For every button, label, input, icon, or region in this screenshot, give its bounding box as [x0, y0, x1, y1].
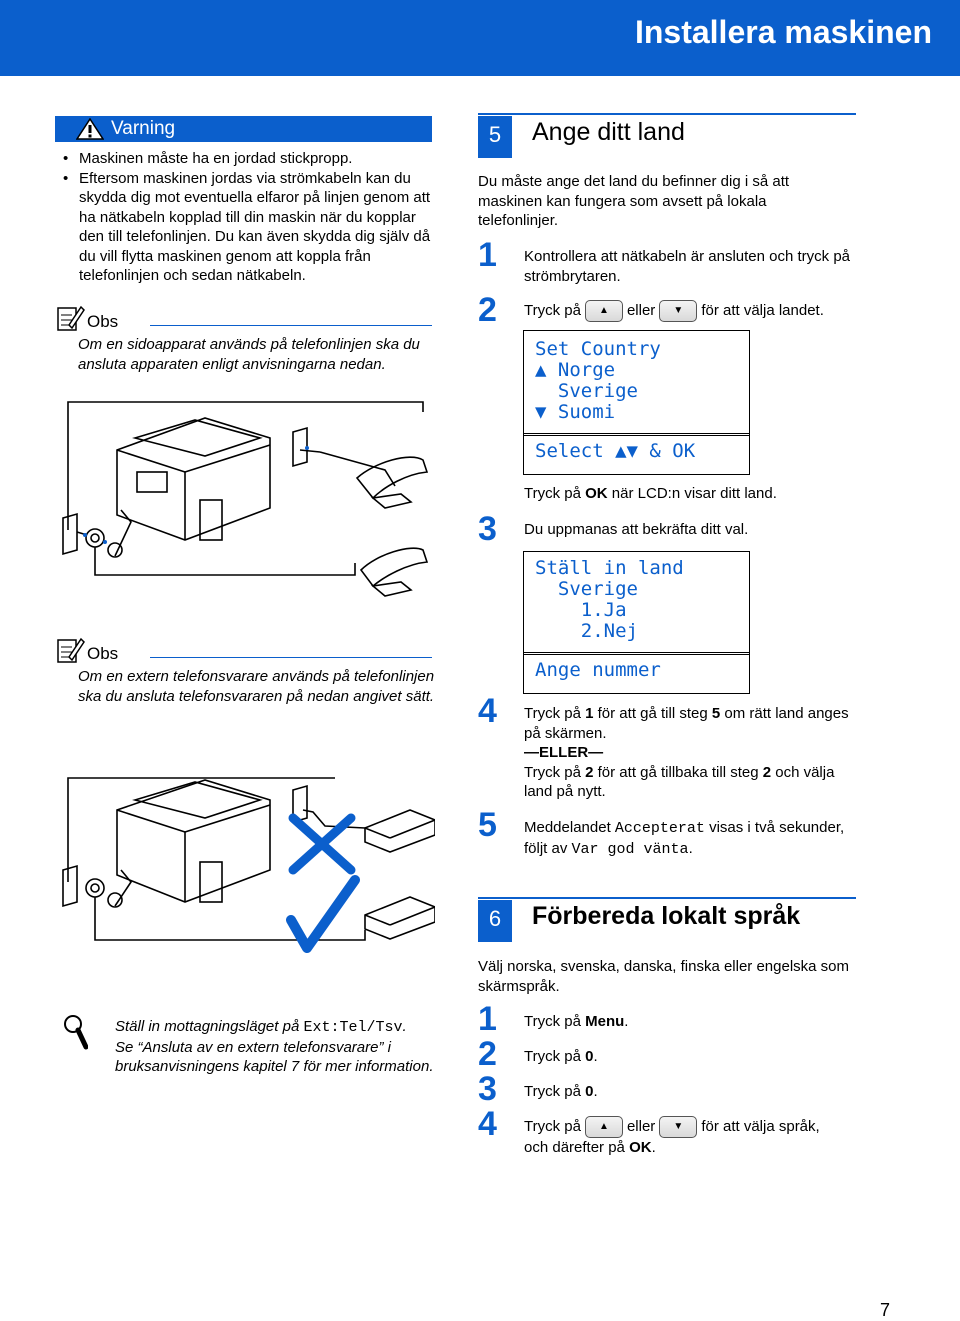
lcd-line: Ställ in land [535, 557, 684, 579]
section-rule [478, 897, 856, 899]
lcd-line: 1.Ja [535, 599, 627, 621]
step-text-part: för att välja landet. [701, 301, 824, 319]
lcd-prompt [523, 652, 750, 694]
section-intro: Du måste ange det land du befinner dig i så att maskinen kan fungera som avsett på lokala telefonlinjer. [478, 173, 790, 229]
step-text-part: för att gå tillbaka till steg [593, 763, 763, 781]
step-text-part: . [624, 1013, 629, 1030]
step-number: 4 [478, 692, 497, 730]
lcd-display [523, 551, 750, 655]
note-label: Obs [87, 644, 119, 663]
step-number: 5 [478, 806, 497, 844]
step-text [524, 300, 884, 322]
step-text [524, 484, 854, 504]
step-text-bold: 5 [711, 705, 721, 722]
step-number: 2 [478, 1035, 497, 1073]
warning-item: • Eftersom maskinen jordas via strömkabeln kan du skydda dig mot eventuella elfaror på linjen genom att ha nätkabeln kopplad till din maskin när du kopplar den till telefonlinjen. Du kan även skydda dig själv då du vill flytta maskinen genom att koppla från telefonlinjen och sedan nätkabeln. [63, 169, 433, 286]
step-text-part: Tryck på [524, 1013, 586, 1030]
step-text [524, 704, 864, 802]
step-text-part: för att gå till steg [593, 705, 712, 722]
step-number: 3 [478, 1070, 497, 1108]
step-text-part: Tryck på [524, 1048, 586, 1065]
step-text [524, 818, 854, 859]
step-text-part: Meddelandet [524, 819, 615, 836]
step-text-part: när LCD:n visar ditt land. [607, 485, 777, 502]
step-text-part: och därefter på [524, 1139, 630, 1156]
lcd-message: Var god vänta [571, 840, 689, 858]
magnifier-icon [62, 1013, 88, 1051]
ok-key-label: OK [629, 1139, 652, 1156]
section-title: Förbereda lokalt språk [532, 902, 801, 930]
connection-diagram-extension-phone [55, 390, 435, 600]
step-text-part: Tryck på [524, 763, 586, 781]
step-text-part: Tryck på [524, 705, 586, 722]
section-number-badge: 6 [478, 900, 512, 942]
tip-suffix: . [402, 1018, 407, 1035]
step-number: 1 [478, 1000, 497, 1038]
note-pencil-icon [55, 635, 85, 665]
step-text [524, 1116, 884, 1158]
page-title: Installera maskinen [634, 14, 932, 50]
step-text-part: Tryck på [524, 1083, 586, 1100]
tip-reference: Se “Ansluta av en extern telefonsvarare” i bruksanvisningens kapitel 7 för mer information. [115, 1038, 434, 1075]
key-label: 0 [585, 1048, 594, 1065]
warning-list [63, 149, 433, 286]
up-arrow-key[interactable]: ▲ [585, 1116, 623, 1138]
step-number: 2 [478, 291, 497, 329]
section-intro: Välj norska, svenska, danska, finska eller engelska som skärmspråk. [478, 958, 850, 995]
tip-prefix: Ställ in mottagningsläget på [115, 1018, 304, 1035]
lcd-prompt [523, 433, 750, 475]
section-number-badge: 5 [478, 116, 512, 158]
note-pencil-icon [55, 303, 85, 333]
step-text-part: om rätt land anges på skärmen. [524, 705, 849, 742]
step-text-part: . [688, 839, 693, 857]
warning-header [55, 116, 432, 142]
lcd-line: Select ▲▼ & OK [535, 440, 696, 462]
step-text-part: för att välja språk, [701, 1117, 820, 1135]
step-text-part: . [651, 1139, 656, 1156]
lcd-line: Ange nummer [535, 659, 661, 681]
step-text-part: eller [626, 301, 656, 319]
step-text-part: eller [626, 1117, 656, 1135]
step-text [524, 1047, 598, 1067]
step-text-part: Tryck på [524, 485, 586, 502]
note-text: Om en sidoapparat används på telefonlinjen ska du ansluta apparaten enligt anvisningarna nedan. [78, 336, 420, 373]
menu-key-label: Menu [585, 1013, 625, 1030]
warning-title: Varning [111, 118, 176, 139]
tip-text [115, 1017, 435, 1077]
step-text-part: . [593, 1048, 598, 1065]
correct-mark-icon [291, 880, 355, 948]
note-text: Om en extern telefonsvarare används på telefonlinjen ska du ansluta telefonsvararen på nedan angivet sätt. [78, 668, 435, 705]
note-divider [150, 657, 432, 658]
warning-item: • Maskinen måste ha en jordad stickpropp. [63, 149, 433, 169]
section-rule [478, 113, 856, 115]
step-text-part: visas i två sekunder, följt av [524, 819, 845, 857]
note-divider [150, 325, 432, 326]
lcd-line: 2.Nej [535, 620, 638, 642]
key-label: 0 [585, 1083, 594, 1100]
note-label: Obs [87, 312, 119, 331]
step-number: 3 [478, 510, 497, 548]
down-arrow-key[interactable]: ▼ [659, 300, 697, 322]
step-text-part: Tryck på [524, 301, 581, 319]
step-text-bold: 2 [762, 763, 772, 781]
step-text: Du uppmanas att bekräfta ditt val. [524, 521, 749, 538]
step-text-bold: 2 [585, 763, 594, 781]
step-text-part: Tryck på [524, 1117, 581, 1135]
lcd-line: ▲ Norge [535, 359, 616, 381]
or-separator: —ELLER— [524, 744, 604, 761]
step-text-part: och välja land på nytt. [524, 763, 835, 800]
step-number: 4 [478, 1105, 497, 1143]
step-text [524, 1012, 628, 1032]
section-title: Ange ditt land [532, 118, 685, 146]
tip-mode: Ext:Tel/Tsv [303, 1019, 403, 1036]
lcd-line: Sverige [535, 578, 638, 600]
step-text [524, 1082, 598, 1102]
connection-diagram-answering-machine [55, 770, 435, 970]
lcd-display [523, 330, 750, 436]
step-text: Kontrollera att nätkabeln är ansluten och tryck på strömbrytaren. [524, 248, 851, 285]
step-number: 1 [478, 236, 497, 274]
step-text-bold: 1 [585, 705, 594, 722]
lcd-message: Accepterat [614, 820, 705, 837]
up-arrow-key[interactable]: ▲ [585, 300, 623, 322]
lcd-line: Set Country [535, 338, 661, 360]
ok-key-label: OK [585, 485, 608, 502]
step-text-part: . [593, 1083, 598, 1100]
page-number: 7 [880, 1300, 891, 1320]
down-arrow-key[interactable]: ▼ [659, 1116, 697, 1138]
lcd-line: Sverige [535, 380, 638, 402]
lcd-line: ▼ Suomi [535, 401, 616, 423]
incorrect-mark-icon [293, 818, 351, 870]
warning-icon [76, 118, 104, 140]
